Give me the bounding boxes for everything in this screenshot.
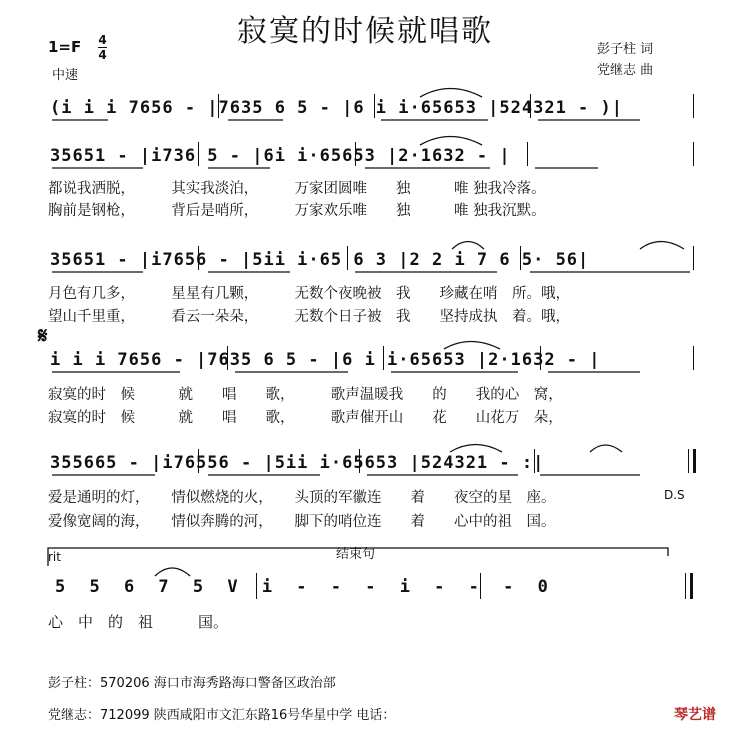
composer-address: 党继志：712099 陕西咸阳市文汇东路16号华星中学 电话： <box>48 708 396 723</box>
tempo-marking: 中速 <box>52 68 79 83</box>
ending-label: 结束句 <box>336 547 376 562</box>
lyric-row-5-verse-1: 爱是通明的灯， 情似燃烧的火， 头顶的军徽连 着 夜空的星 座。 <box>48 490 556 506</box>
notes-row-2: 35651 - |i736 5 - |6i i·65653 |2·1632 - | <box>50 146 511 166</box>
lyric-row-5-verse-2: 爱像宽阔的海， 情似奔腾的河， 脚下的哨位连 着 心中的祖 国。 <box>48 514 556 530</box>
site-logo: 琴艺谱 <box>674 707 716 723</box>
notes-row-3: 35651 - |i7656 - |5ii i·65 6 3 |2 2 i 7 6 5· 56| <box>50 250 590 270</box>
notes-row-intro: (i i i 7656 - |7635 6 5 - |6 i i·65653 |524321 - )| <box>50 98 623 118</box>
lyric-row-2-verse-2: 胸前是钢枪， 背后是哨所， 万家欢乐唯 独 唯 独我沉默。 <box>48 203 546 219</box>
dal-segno-marking: D.S <box>664 488 685 502</box>
ritardando-marking: rit <box>48 550 61 564</box>
ending-notes: 5 5 6 7 5 V i - - - i - - - 0 <box>55 577 548 597</box>
lyric-row-2-verse-1: 都说我洒脱， 其实我淡泊， 万家团圆唯 独 唯 独我冷落。 <box>48 181 546 197</box>
lyric-row-ending: 心 中 的 祖 国。 <box>48 613 229 631</box>
lyric-row-4-verse-1: 寂寞的时 候 就 唱 歌， 歌声温暖我 的 我的心 窝， <box>48 387 563 403</box>
time-bottom: 4 <box>98 48 107 62</box>
composer-credit: 党继志 曲 <box>597 63 654 78</box>
time-top: 4 <box>98 33 107 47</box>
lyric-row-3-verse-1: 月色有几多， 星星有几颗， 无数个夜晚被 我 珍藏在哨 所。哦， <box>48 286 570 302</box>
song-title: 寂寞的时候就唱歌 <box>237 14 493 49</box>
lyricist-address: 彭子柱：570206 海口市海秀路海口警备区政治部 <box>48 676 336 691</box>
notes-row-4: i i i 7656 - |7635 6 5 - |6 i i·65653 |2·1632 - | <box>50 350 601 370</box>
segno-sign: 𝄋 <box>38 324 48 349</box>
notes-row-5: 355665 - |i76556 - |5ii i·65653 |524321 - :| <box>50 453 545 473</box>
lyric-row-4-verse-2: 寂寞的时 候 就 唱 歌， 歌声催开山 花 山花万 朵， <box>48 410 563 426</box>
key-signature: 1=F <box>48 38 82 56</box>
lyric-row-3-verse-2: 望山千里重， 看云一朵朵， 无数个日子被 我 坚持成执 着。哦， <box>48 309 570 325</box>
lyricist-credit: 彭子柱 词 <box>597 42 654 57</box>
